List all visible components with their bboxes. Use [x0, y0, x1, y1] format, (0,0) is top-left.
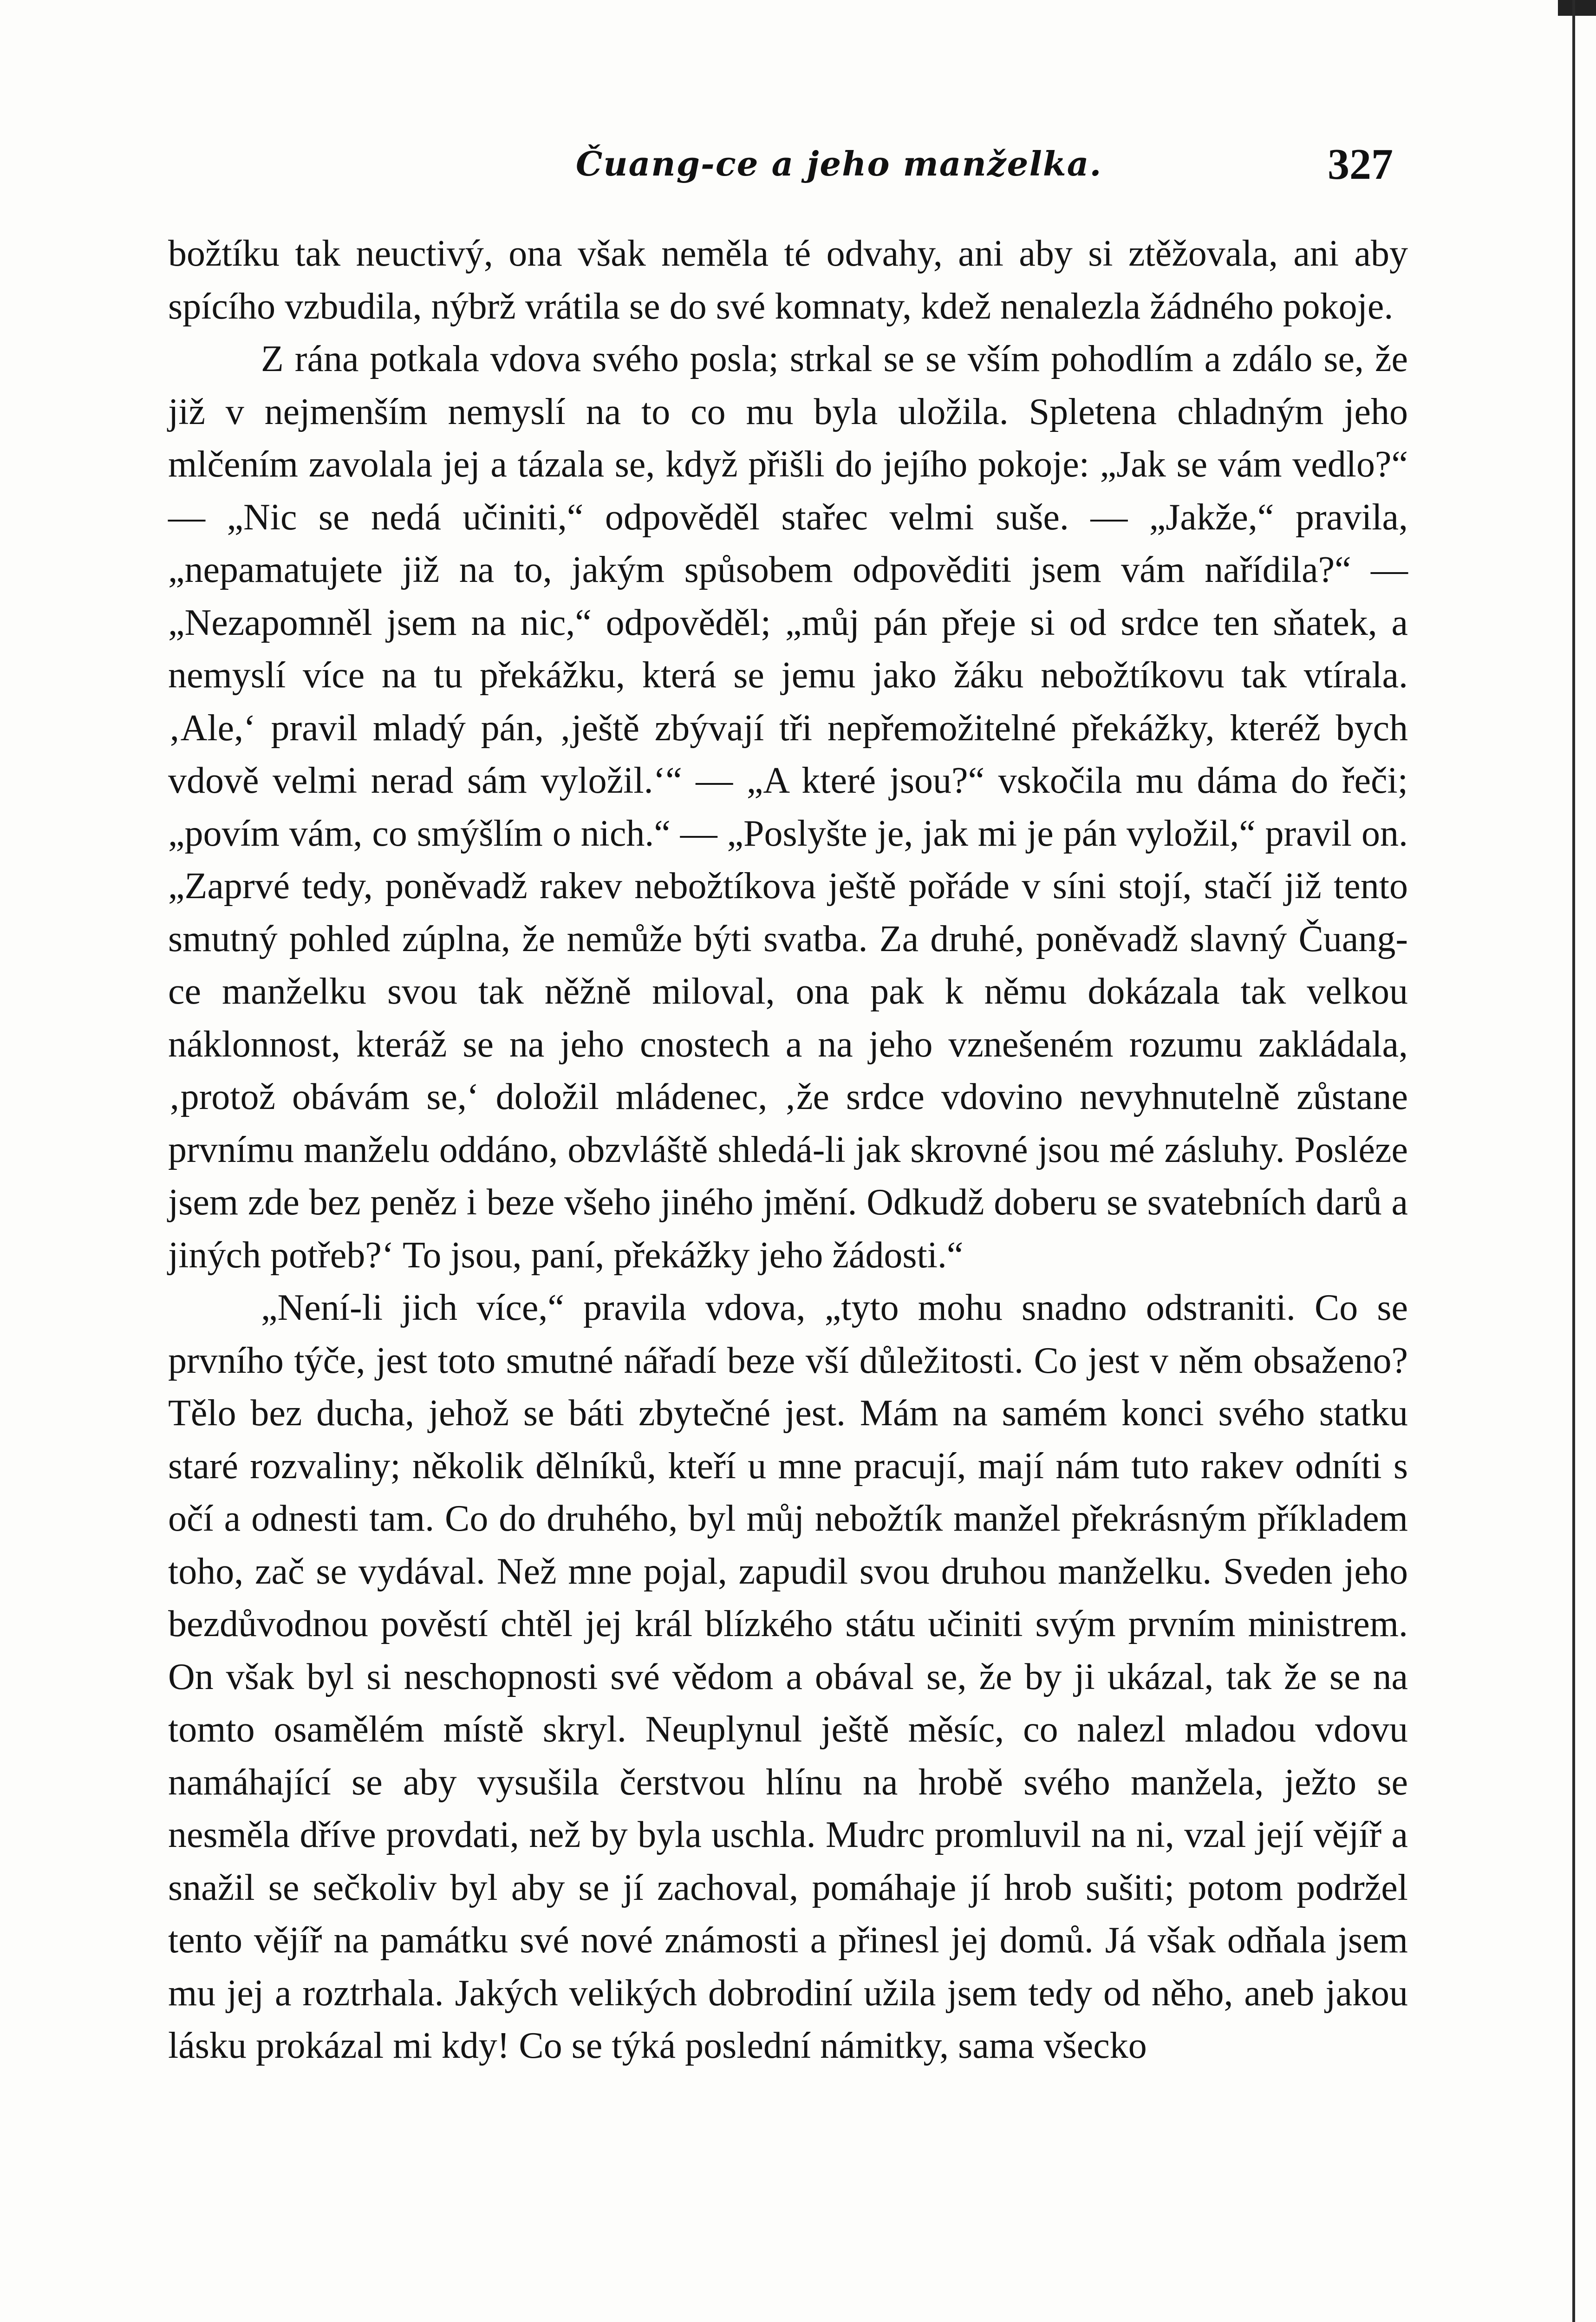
- scan-corner-mark: [1558, 0, 1596, 16]
- body-text: [168, 228, 1408, 2073]
- page-edge-line: [1572, 0, 1575, 2322]
- paragraph: „Není-li jich více,“ pravila vdova, „tyto mohu snadno odstraniti. Co se prvního týče, jest toto smutné nářadí beze vší důležitosti. Co jest v něm obsaženo? Tělo bez ducha, jehož se báti zbytečné jest. Mám na samém konci svého statku staré rozvaliny; několik dělníků, kteří u mne pracují, mají nám tuto rakev odníti s očí a odnesti tam. Co do druhého, byl můj nebožtík manžel překrásným příkladem toho, zač se vydával. Než mne pojal, zapudil svou druhou manželku. Sveden jeho bezdůvodnou pověstí chtěl jej král blízkého státu učiniti svým prvním ministrem. On však byl si neschopnosti své vědom a obával se, že by ji ukázal, tak že se na tomto osamělém místě skryl. Neuplynul ještě měsíc, co nalezl mladou vdovu namáhající se aby vysušila čerstvou hlínu na hrobě svého manžela, ježto se nesměla dříve provdati, než by byla uschla. Mudrc promluvil na ni, vzal její vějíř a snažil se sečkoliv byl aby se jí zachoval, pomáhaje jí hrob sušiti; potom podržel tento vějíř na památku své nové známosti a přinesl jej domů. Já však odňala jsem mu jej a roztrhala. Jakých velikých dobrodiní užila jsem tedy od něho, aneb jakou lásku prokázal mi kdy! Co se týká poslední námitky, sama všecko: [168, 1287, 1408, 2066]
- running-head: Čuang-ce a jeho manželka.: [576, 144, 1102, 183]
- page-header: [167, 139, 1407, 190]
- page-number: 327: [1328, 140, 1393, 189]
- paragraph-continued: božtíku tak neuctivý, ona však neměla té odvahy, ani aby si ztěžovala, ani aby spícího vzbudila, nýbrž vrátila se do své komnaty, kdež nenalezla žádného pokoje.: [168, 233, 1408, 327]
- paragraph: Z rána potkala vdova svého posla; strkal se se vším pohodlím a zdálo se, že již v nejmenším nemyslí na to co mu byla uložila. Spletena chladným jeho mlčením zavolala jej a tázala se, když přišli do jejího pokoje: „Jak se vám vedlo?“ — „Nic se nedá učiniti,“ odpověděl stařec velmi suše. — „Jakže,“ pravila, „nepamatujete již na to, jakým spůsobem odpověditi jsem vám nařídila?“ — „Nezapomněl jsem na nic,“ odpověděl; „můj pán přeje si od srdce ten sňatek, a nemyslí více na tu překážku, která se jemu jako žáku nebožtíkovu tak vtírala. ‚Ale,‘ pravil mladý pán, ‚ještě zbývají tři nepřemožitelné překážky, kteréž bych vdově velmi nerad sám vyložil.‘“ — „A které jsou?“ vskočila mu dáma do řeči; „povím vám, co smýšlím o nich.“ — „Poslyšte je, jak mi je pán vyložil,“ pravil on. „Zaprvé tedy, poněvadž rakev nebožtíkova ještě pořáde v síni stojí, stačí již tento smutný pohled zúplna, že nemůže býti svatba. Za druhé, poněvadž slavný Čuang-ce manželku svou tak něžně miloval, ona pak k němu dokázala tak velkou náklonnost, kteráž se na jeho cnostech a na jeho vznešeném rozumu zakládala, ‚protož obávám se,‘ doložil mládenec, ‚že srdce vdovino nevyhnutelně zůstane prvnímu manželu oddáno, obzvláště shledá-li jak skrovné jsou mé zásluhy. Posléze jsem zde bez peněz i beze všeho jiného jmění. Odkudž doberu se svatebních darů a jiných potřeb?‘ To jsou, paní, překážky jeho žádosti.“: [168, 339, 1408, 1276]
